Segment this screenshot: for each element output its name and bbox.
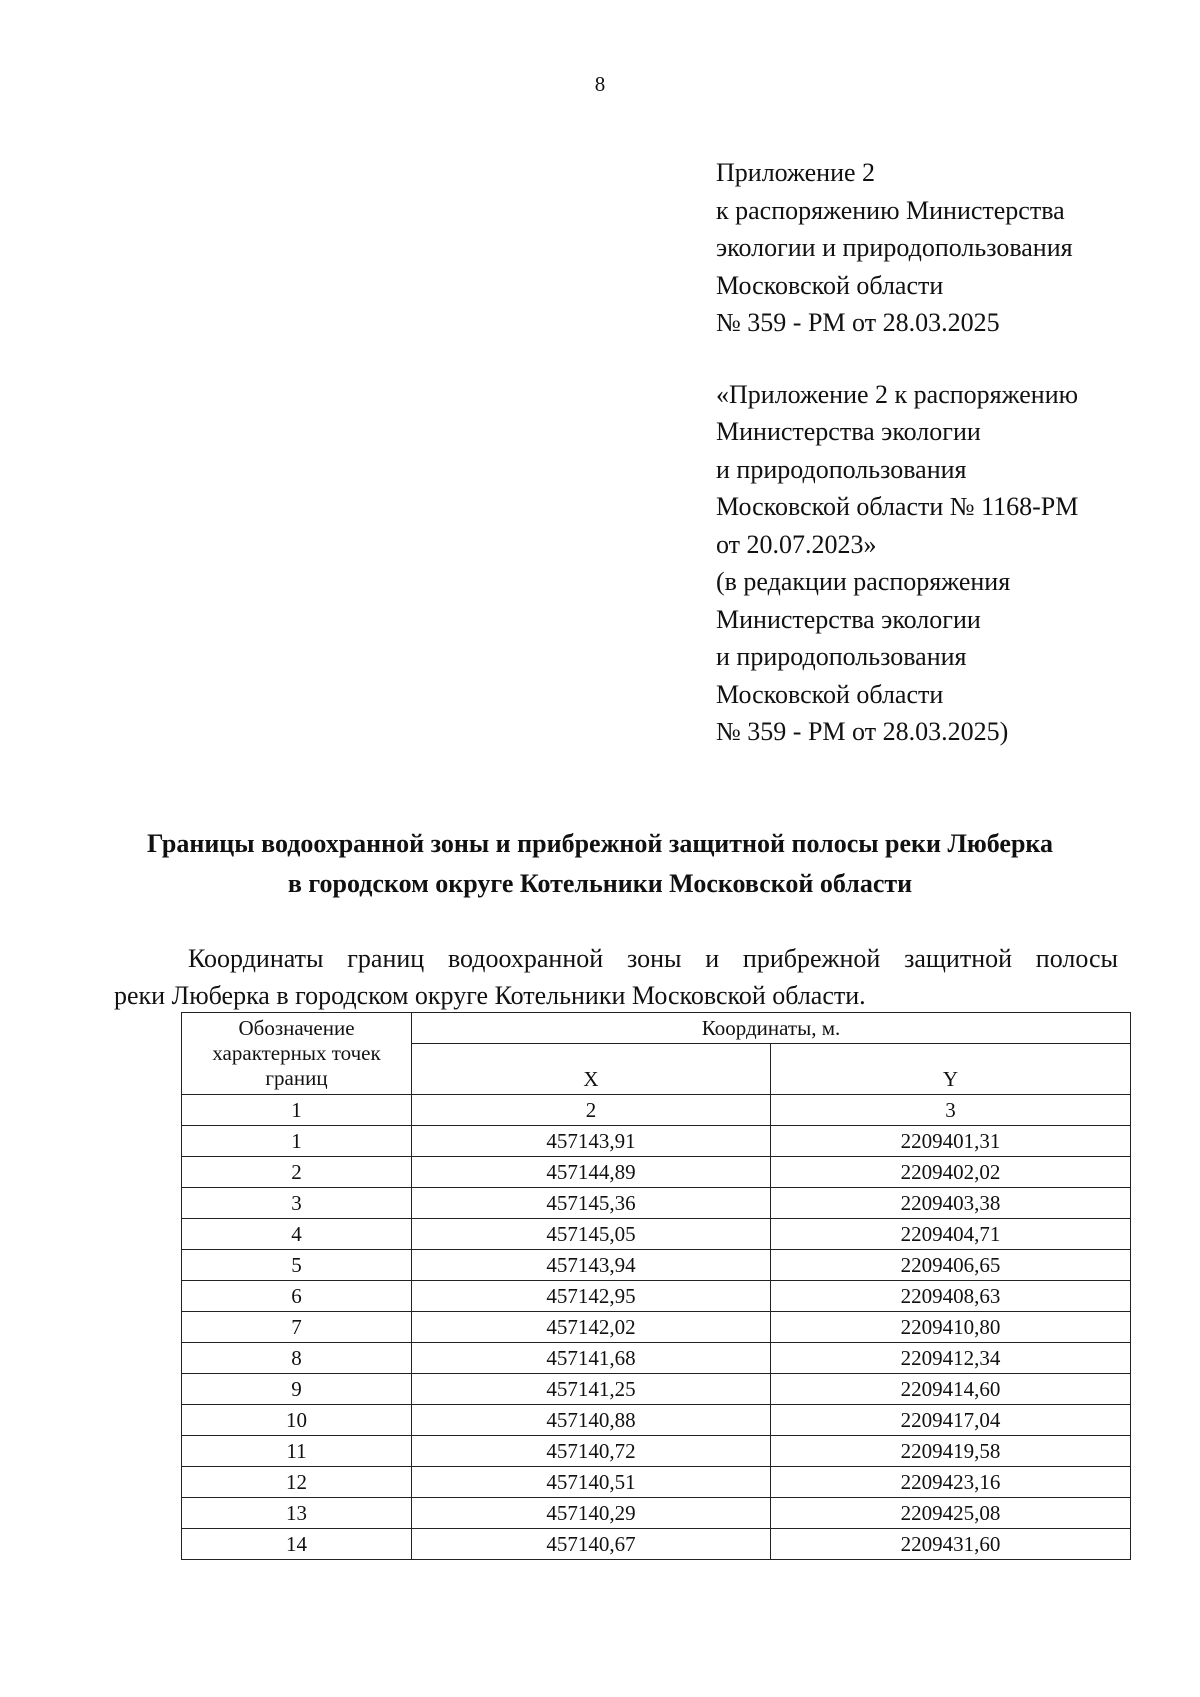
appendix-quote-line: «Приложение 2 к распоряжению [716,379,1079,409]
x-coordinate-cell: 457141,25 [412,1374,771,1405]
table-row [182,1405,1131,1436]
title-line-1: Границы водоохранной зоны и прибрежной защитной полосы реки Люберка [146,829,1054,858]
appendix-quote-line: и природопользования [716,642,967,671]
y-coordinate-cell: 2209414,60 [771,1374,1131,1405]
y-coordinate-cell: 2209410,80 [771,1312,1131,1343]
point-number-cell: 14 [182,1529,412,1560]
y-coordinate-cell: 2209412,34 [771,1343,1131,1374]
point-number-cell: 11 [182,1436,412,1467]
y-coordinate-cell: 2209406,65 [771,1250,1131,1281]
header-coordinates: Координаты, м. [412,1013,1131,1044]
point-number-cell: 5 [182,1250,412,1281]
point-number-cell: 1 [182,1126,412,1157]
x-coordinate-cell: 457145,05 [412,1219,771,1250]
appendix-quote-line: Московской области № 1168-РМ [716,492,1079,521]
coordinates-table [181,1012,1131,1560]
table-row [182,1250,1131,1281]
appendix-line: Московской области [716,270,944,300]
point-number-cell: 3 [182,1188,412,1219]
header-x: X [412,1044,771,1095]
appendix-spacer [716,342,1156,376]
appendix-quote-line: Министерства экологии [716,417,981,446]
appendix-quote-line: от 20.07.2023» [716,529,877,559]
appendix-quote-line: и природопользования [716,454,967,484]
column-index-row [182,1095,1131,1126]
x-coordinate-cell: 457141,68 [412,1343,771,1374]
y-coordinate-cell: 2209408,63 [771,1281,1131,1312]
table-row [182,1126,1131,1157]
point-number-cell: 8 [182,1343,412,1374]
x-coordinate-cell: 457140,51 [412,1467,771,1498]
table-row [182,1157,1131,1188]
appendix-block [716,154,1156,751]
column-index: 1 [182,1095,412,1126]
point-number-cell: 13 [182,1498,412,1529]
table-row [182,1374,1131,1405]
x-coordinate-cell: 457142,02 [412,1312,771,1343]
table-row [182,1498,1131,1529]
y-coordinate-cell: 2209419,58 [771,1436,1131,1467]
x-coordinate-cell: 457142,95 [412,1281,771,1312]
intro-line-1: Координаты границ водоохранной зоны и прибрежной защитной полосы [188,944,1118,973]
point-number-cell: 12 [182,1467,412,1498]
appendix-line: Приложение 2 [716,158,876,187]
point-number-cell: 4 [182,1219,412,1250]
appendix-quote-line: № 359 - РМ от 28.03.2025) [716,717,1009,746]
x-coordinate-cell: 457145,36 [412,1188,771,1219]
x-coordinate-cell: 457140,88 [412,1405,771,1436]
y-coordinate-cell: 2209423,16 [771,1467,1131,1498]
y-coordinate-cell: 2209431,60 [771,1529,1131,1560]
point-number-cell: 7 [182,1312,412,1343]
header-y: Y [771,1044,1131,1095]
column-index: 2 [412,1095,771,1126]
appendix-quote-line: (в редакции распоряжения [716,567,1011,596]
y-coordinate-cell: 2209404,71 [771,1219,1131,1250]
document-title [0,824,1200,904]
point-number-cell: 6 [182,1281,412,1312]
point-number-cell: 9 [182,1374,412,1405]
intro-line-2: реки Люберка в городском округе Котельники Московской области. [114,981,866,1010]
appendix-line: № 359 - РМ от 28.03.2025 [716,308,1000,337]
title-line-2: в городском округе Котельники Московской области [287,869,913,898]
table-row [182,1281,1131,1312]
y-coordinate-cell: 2209403,38 [771,1188,1131,1219]
table-row [182,1343,1131,1374]
y-coordinate-cell: 2209425,08 [771,1498,1131,1529]
table-row [182,1529,1131,1560]
header-designation: Обозначение характерных точек границ [182,1013,412,1095]
appendix-quote-line: Министерства экологии [716,604,981,634]
intro-paragraph [114,940,1118,1014]
appendix-quote-line: Московской области [716,679,944,709]
table-row [182,1467,1131,1498]
table-row [182,1436,1131,1467]
table-row [182,1188,1131,1219]
x-coordinate-cell: 457140,67 [412,1529,771,1560]
x-coordinate-cell: 457140,72 [412,1436,771,1467]
y-coordinate-cell: 2209402,02 [771,1157,1131,1188]
y-coordinate-cell: 2209417,04 [771,1405,1131,1436]
column-index: 3 [771,1095,1131,1126]
x-coordinate-cell: 457140,29 [412,1498,771,1529]
point-number-cell: 2 [182,1157,412,1188]
x-coordinate-cell: 457143,91 [412,1126,771,1157]
appendix-line: к распоряжению Министерства [716,195,1065,225]
page-number: 8 [594,72,606,96]
point-number-cell: 10 [182,1405,412,1436]
appendix-line: экологии и природопользования [716,233,1073,262]
table-row [182,1219,1131,1250]
x-coordinate-cell: 457143,94 [412,1250,771,1281]
x-coordinate-cell: 457144,89 [412,1157,771,1188]
y-coordinate-cell: 2209401,31 [771,1126,1131,1157]
table-row [182,1312,1131,1343]
